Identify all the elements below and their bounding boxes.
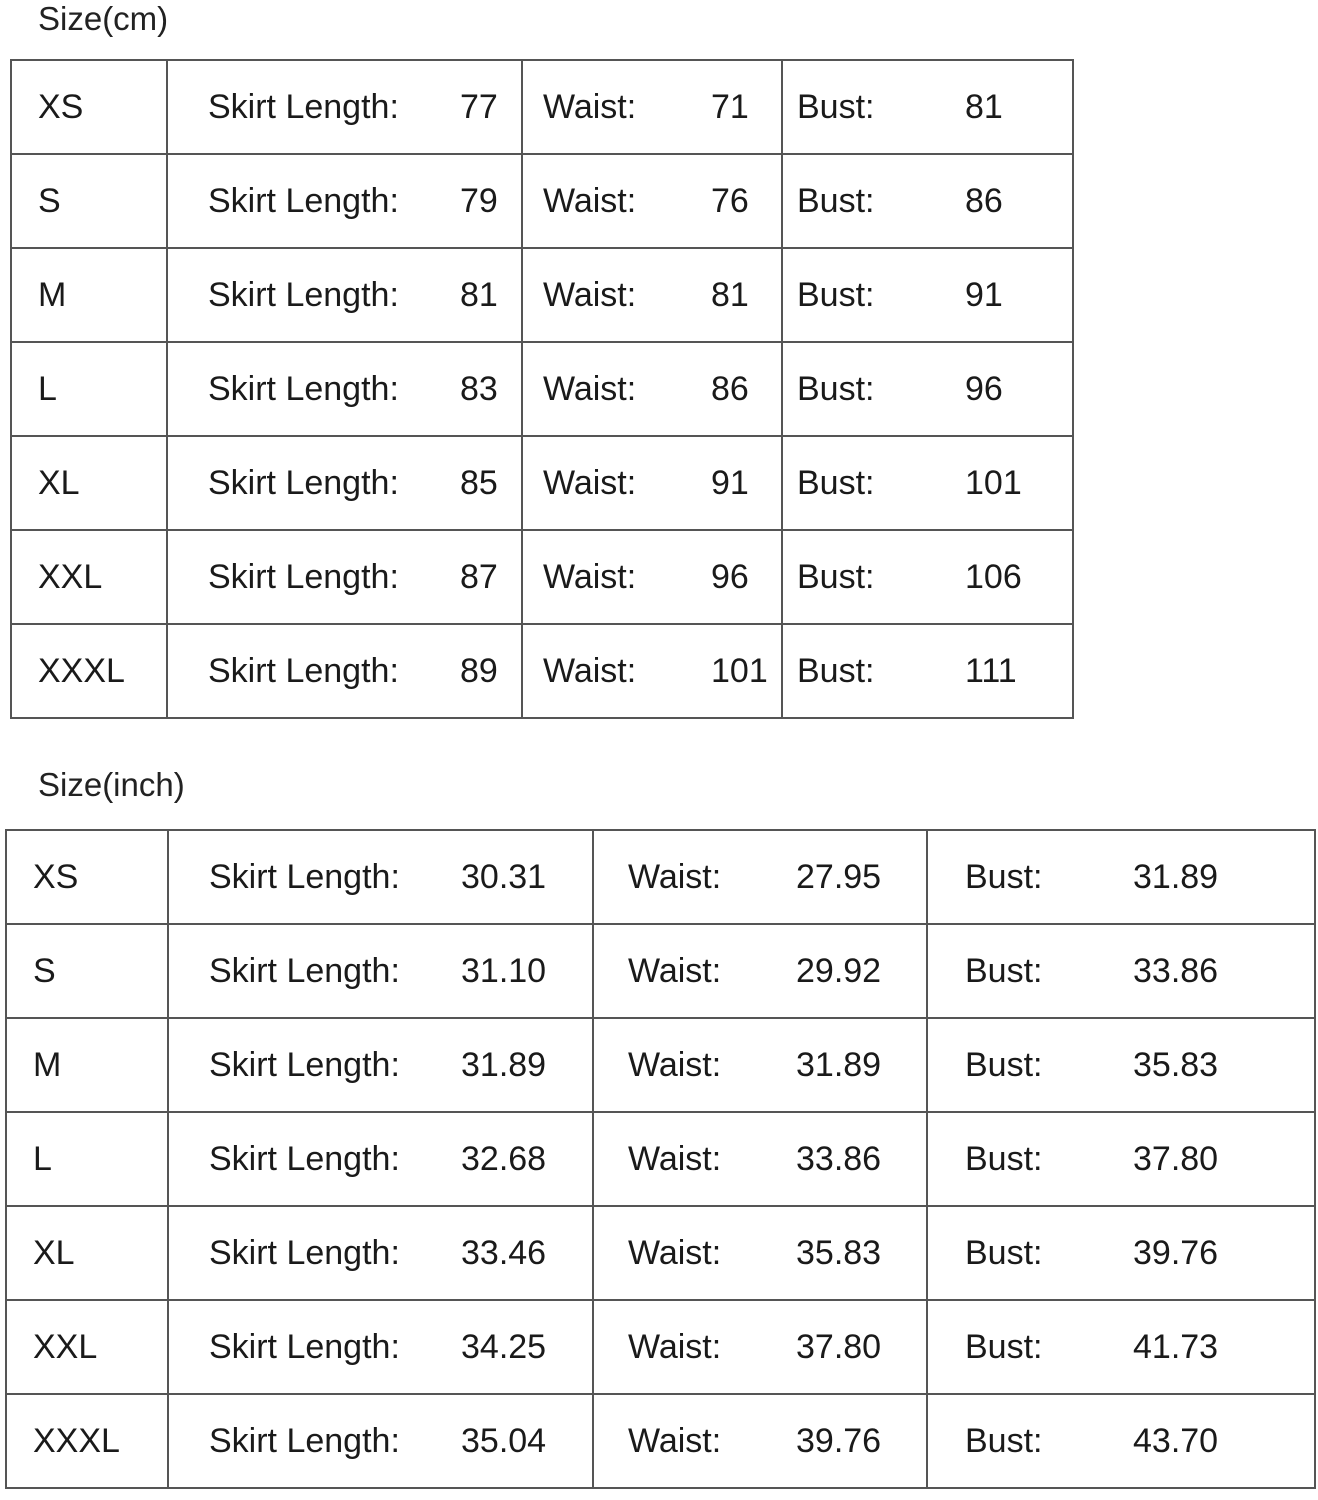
waist-cell <box>593 924 927 1018</box>
waist-cell <box>522 530 782 624</box>
skirt-length-cell <box>167 624 522 718</box>
waist-label: Waist: <box>628 951 722 990</box>
waist-value: 86 <box>711 369 749 408</box>
bust-label: Bust: <box>965 1045 1043 1084</box>
waist-value: 31.89 <box>796 1045 882 1084</box>
size-table-cm <box>10 59 1074 719</box>
waist-cell <box>522 248 782 342</box>
size-table-cm-body <box>11 60 1073 718</box>
size-cell <box>11 624 167 718</box>
skirt-length-cell <box>167 436 522 530</box>
waist-label: Waist: <box>628 1421 722 1460</box>
skirt-length-cell <box>168 830 593 924</box>
bust-cell <box>927 1394 1315 1488</box>
size-cell <box>11 436 167 530</box>
bust-label: Bust: <box>965 951 1043 990</box>
skirt-length-value: 33.46 <box>461 1233 547 1272</box>
bust-value: 37.80 <box>1133 1139 1219 1178</box>
bust-cell <box>782 436 1073 530</box>
table-row <box>6 1300 1315 1394</box>
waist-label: Waist: <box>543 275 637 314</box>
waist-value: 76 <box>711 181 749 220</box>
size-cell <box>6 924 168 1018</box>
skirt-length-label: Skirt Length: <box>208 181 399 220</box>
waist-value: 81 <box>711 275 749 314</box>
size-cell <box>11 154 167 248</box>
skirt-length-value: 32.68 <box>461 1139 547 1178</box>
skirt-length-cell <box>168 924 593 1018</box>
bust-cell <box>927 924 1315 1018</box>
bust-cell <box>782 530 1073 624</box>
size-label: L <box>38 369 57 408</box>
bust-label: Bust: <box>965 1233 1043 1272</box>
bust-label: Bust: <box>797 87 875 126</box>
bust-label: Bust: <box>965 1139 1043 1178</box>
size-cell <box>6 1112 168 1206</box>
bust-cell <box>927 830 1315 924</box>
table-row <box>11 530 1073 624</box>
bust-cell <box>927 1206 1315 1300</box>
size-label: S <box>33 951 56 990</box>
waist-cell <box>522 342 782 436</box>
table-row <box>6 924 1315 1018</box>
bust-value: 111 <box>965 651 1017 690</box>
size-table-inch <box>5 829 1316 1489</box>
size-label: XS <box>33 857 79 896</box>
size-label: XS <box>38 87 84 126</box>
size-label: M <box>33 1045 62 1084</box>
size-label: XL <box>33 1233 75 1272</box>
size-label: XXL <box>33 1327 98 1366</box>
skirt-length-label: Skirt Length: <box>209 1233 400 1272</box>
bust-value: 31.89 <box>1133 857 1219 896</box>
skirt-length-label: Skirt Length: <box>209 857 400 896</box>
waist-value: 101 <box>711 651 768 690</box>
waist-cell <box>522 154 782 248</box>
table-row <box>6 1112 1315 1206</box>
size-label: S <box>38 181 61 220</box>
skirt-length-label: Skirt Length: <box>208 651 399 690</box>
table-row <box>11 154 1073 248</box>
bust-cell <box>782 60 1073 154</box>
skirt-length-label: Skirt Length: <box>209 1421 400 1460</box>
waist-cell <box>593 1112 927 1206</box>
skirt-length-label: Skirt Length: <box>208 275 399 314</box>
bust-label: Bust: <box>797 369 875 408</box>
waist-label: Waist: <box>628 857 722 896</box>
waist-value: 33.86 <box>796 1139 882 1178</box>
skirt-length-label: Skirt Length: <box>208 463 399 502</box>
waist-label: Waist: <box>543 87 637 126</box>
waist-value: 35.83 <box>796 1233 882 1272</box>
bust-value: 96 <box>965 369 1003 408</box>
table-row <box>6 1206 1315 1300</box>
skirt-length-value: 79 <box>460 181 498 220</box>
bust-value: 86 <box>965 181 1003 220</box>
waist-value: 71 <box>711 87 749 126</box>
bust-label: Bust: <box>965 1421 1043 1460</box>
bust-label: Bust: <box>965 1327 1043 1366</box>
skirt-length-cell <box>168 1112 593 1206</box>
waist-label: Waist: <box>628 1327 722 1366</box>
skirt-length-cell <box>168 1206 593 1300</box>
skirt-length-value: 89 <box>460 651 498 690</box>
bust-value: 43.70 <box>1133 1421 1219 1460</box>
bust-value: 35.83 <box>1133 1045 1219 1084</box>
skirt-length-value: 31.89 <box>461 1045 547 1084</box>
waist-cell <box>593 830 927 924</box>
skirt-length-cell <box>168 1394 593 1488</box>
skirt-length-value: 87 <box>460 557 498 596</box>
size-table-inch-body <box>6 830 1315 1488</box>
skirt-length-cell <box>168 1018 593 1112</box>
size-cell <box>6 1018 168 1112</box>
bust-label: Bust: <box>965 857 1043 896</box>
skirt-length-label: Skirt Length: <box>208 369 399 408</box>
bust-value: 39.76 <box>1133 1233 1219 1272</box>
skirt-length-cell <box>168 1300 593 1394</box>
waist-label: Waist: <box>543 651 637 690</box>
size-label: XXXL <box>38 651 125 690</box>
size-cell <box>6 1206 168 1300</box>
size-cell <box>6 1300 168 1394</box>
table-row <box>11 624 1073 718</box>
waist-label: Waist: <box>543 181 637 220</box>
waist-cell <box>593 1206 927 1300</box>
size-label: L <box>33 1139 52 1178</box>
waist-cell <box>522 60 782 154</box>
skirt-length-value: 35.04 <box>461 1421 547 1460</box>
size-label: M <box>38 275 67 314</box>
size-cell <box>6 1394 168 1488</box>
waist-value: 91 <box>711 463 749 502</box>
bust-cell <box>927 1018 1315 1112</box>
waist-cell <box>593 1018 927 1112</box>
skirt-length-cell <box>167 342 522 436</box>
waist-value: 27.95 <box>796 857 882 896</box>
skirt-length-value: 85 <box>460 463 498 502</box>
bust-cell <box>782 624 1073 718</box>
skirt-length-label: Skirt Length: <box>208 87 399 126</box>
bust-value: 101 <box>965 463 1022 502</box>
skirt-length-label: Skirt Length: <box>209 951 400 990</box>
skirt-length-value: 34.25 <box>461 1327 547 1366</box>
waist-value: 96 <box>711 557 749 596</box>
waist-cell <box>593 1300 927 1394</box>
table-row <box>6 830 1315 924</box>
waist-label: Waist: <box>543 369 637 408</box>
waist-label: Waist: <box>628 1045 722 1084</box>
size-cell <box>11 248 167 342</box>
bust-label: Bust: <box>797 463 875 502</box>
skirt-length-value: 83 <box>460 369 498 408</box>
table-row <box>6 1018 1315 1112</box>
size-label: XL <box>38 463 80 502</box>
skirt-length-value: 81 <box>460 275 498 314</box>
bust-cell <box>927 1300 1315 1394</box>
waist-cell <box>522 436 782 530</box>
skirt-length-value: 77 <box>460 87 498 126</box>
size-cell <box>11 342 167 436</box>
size-label: XXL <box>38 557 103 596</box>
inch-table-title: Size(inch) <box>38 766 185 803</box>
waist-cell <box>522 624 782 718</box>
bust-value: 91 <box>965 275 1003 314</box>
waist-label: Waist: <box>543 463 637 502</box>
skirt-length-value: 31.10 <box>461 951 547 990</box>
waist-cell <box>593 1394 927 1488</box>
bust-value: 106 <box>965 557 1022 596</box>
size-cell <box>11 530 167 624</box>
bust-cell <box>927 1112 1315 1206</box>
waist-value: 29.92 <box>796 951 882 990</box>
bust-value: 81 <box>965 87 1003 126</box>
skirt-length-label: Skirt Length: <box>209 1045 400 1084</box>
bust-label: Bust: <box>797 557 875 596</box>
bust-value: 33.86 <box>1133 951 1219 990</box>
bust-label: Bust: <box>797 651 875 690</box>
waist-label: Waist: <box>543 557 637 596</box>
size-cell <box>11 60 167 154</box>
waist-label: Waist: <box>628 1233 722 1272</box>
skirt-length-label: Skirt Length: <box>209 1327 400 1366</box>
bust-label: Bust: <box>797 275 875 314</box>
bust-cell <box>782 342 1073 436</box>
skirt-length-cell <box>167 60 522 154</box>
waist-value: 37.80 <box>796 1327 882 1366</box>
bust-cell <box>782 248 1073 342</box>
size-label: XXXL <box>33 1421 120 1460</box>
table-row <box>11 60 1073 154</box>
waist-label: Waist: <box>628 1139 722 1178</box>
bust-label: Bust: <box>797 181 875 220</box>
skirt-length-label: Skirt Length: <box>209 1139 400 1178</box>
table-row <box>6 1394 1315 1488</box>
bust-value: 41.73 <box>1133 1327 1219 1366</box>
bust-cell <box>782 154 1073 248</box>
waist-value: 39.76 <box>796 1421 882 1460</box>
skirt-length-value: 30.31 <box>461 857 547 896</box>
cm-table-title: Size(cm) <box>38 0 169 37</box>
skirt-length-cell <box>167 530 522 624</box>
table-row <box>11 436 1073 530</box>
table-row <box>11 248 1073 342</box>
size-cell <box>6 830 168 924</box>
table-row <box>11 342 1073 436</box>
skirt-length-cell <box>167 154 522 248</box>
skirt-length-label: Skirt Length: <box>208 557 399 596</box>
skirt-length-cell <box>167 248 522 342</box>
